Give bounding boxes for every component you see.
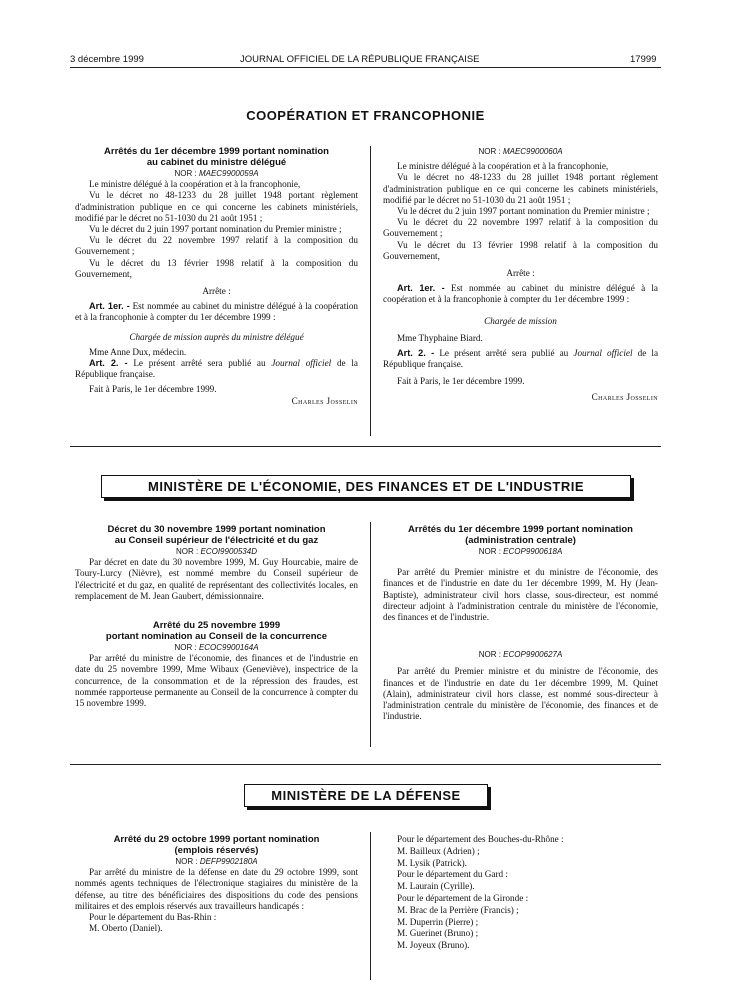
article-label: Art. 2. -: [397, 348, 435, 359]
paragraph: Vu le décret du 13 février 1998 relatif à la composition du Gouvernement,: [383, 239, 658, 261]
nor-code: DEFP9902180A: [199, 857, 258, 866]
role-title: Chargée de mission auprès du ministre délégué: [129, 331, 304, 342]
paragraph: M. Oberto (Daniel).: [89, 923, 163, 934]
arrete-label: Arrête :: [506, 268, 535, 279]
nor-code: MAEC9900060A: [502, 147, 563, 156]
list-item: M. Laurain (Cyrille).: [397, 881, 475, 892]
paragraph: Vu le décret no 48-1233 du 28 juillet 1948 portant règlement d'administration publique en ce qui concerne les cabinets ministériels, modifié par le décret no 51-1030 du 21 août 1951 ;: [75, 190, 358, 223]
paragraph: Vu le décret du 22 novembre 1997 relatif à la composition du Gouvernement ;: [75, 235, 358, 257]
list-item: M. Duperrin (Pierre) ;: [397, 916, 479, 927]
journal-name: Journal officiel: [271, 358, 332, 369]
s2-left-title-3: Arrêté du 25 novembre 1999: [152, 620, 281, 632]
nor-line: [75, 546, 358, 557]
paragraph: Le ministre délégué à la coopération et à la francophonie,: [397, 161, 609, 172]
journal-name: Journal officiel: [573, 348, 633, 359]
section-rule: [70, 446, 661, 447]
paragraph: Vu le décret du 2 juin 1997 portant nomination du Premier ministre ;: [397, 206, 650, 217]
paragraph: Vu le décret du 2 juin 1997 portant nomination du Premier ministre ;: [89, 224, 342, 235]
section-heading-economie: MINISTÈRE DE L'ÉCONOMIE, DES FINANCES ET DE L'INDUSTRIE: [101, 475, 631, 498]
article-label: Art. 1er. -: [397, 283, 445, 294]
s3-left-column: [75, 834, 358, 934]
section-rule: [70, 764, 661, 765]
header-page: 17999: [630, 54, 657, 65]
s3-left-title-2: (emplois réservés): [174, 845, 259, 856]
article-2: [75, 358, 358, 380]
nor-label: NOR :: [175, 857, 198, 866]
nor-line: [75, 168, 358, 179]
paragraph: Pour le département du Bas-Rhin :: [89, 912, 217, 923]
paragraph: Vu le décret du 22 novembre 1997 relatif à la composition du Gouvernement ;: [383, 217, 658, 239]
nor-code: ECOC9900164A: [198, 643, 259, 653]
header-date: 3 décembre 1999: [70, 54, 144, 65]
paragraph: Vu le décret no 48-1233 du 28 juillet 1948 portant règlement d'administration publique en ce qui concerne les cabinets ministériels, modifié par le décret no 51-1030 du 21 août 1951 ;: [383, 172, 658, 205]
nor-code: ECOP9900627A: [503, 650, 563, 660]
article-text: de la République française.: [75, 358, 359, 380]
s3-left-title-1: Arrêté du 29 octobre 1999 portant nomination: [113, 834, 320, 845]
nor-label: NOR :: [478, 547, 501, 556]
s1-left-title-2: au cabinet du ministre délégué: [146, 157, 287, 168]
arrete-label: Arrête :: [202, 286, 231, 297]
article-1: [383, 283, 658, 305]
nor-label: NOR :: [176, 547, 199, 556]
nor-code: ECOI9900534D: [200, 547, 257, 556]
header-rule: [70, 67, 661, 68]
list-item: Pour le département du Gard :: [397, 869, 508, 880]
article-text: Le présent arrêté sera publié au: [439, 348, 569, 359]
s2-left-column: [75, 524, 358, 709]
signature: Charles Josselin: [291, 395, 358, 406]
s2-left-title-1: Décret du 30 novembre 1999 portant nomination: [107, 524, 326, 535]
article-text: Est nommée au cabinet du ministre délégué à la coopération et à la francophonie à compter du 1er décembre 1999 :: [383, 283, 659, 305]
article-text: Est nommée au cabinet du ministre délégué à la coopération et à la francophonie à compter du 1er décembre 1999 :: [75, 301, 359, 323]
column-divider: [370, 832, 371, 980]
list-item: M. Bailleux (Adrien) ;: [397, 845, 480, 856]
nor-code: MAEC9900059A: [198, 169, 259, 178]
list-item: Pour le département de la Gironde :: [397, 892, 529, 903]
nor-code: ECOP9900618A: [503, 547, 563, 556]
s2-left-title-4: portant nomination au Conseil de la concurrence: [105, 631, 328, 643]
column-divider: [370, 522, 371, 747]
list-item: M. Brac de la Perrière (Francis) ;: [397, 904, 519, 915]
list-item: M. Joyeux (Bruno).: [397, 940, 470, 951]
date-line: Fait à Paris, le 1er décembre 1999.: [89, 384, 217, 395]
article-1: [75, 301, 358, 323]
article-text: de la République française.: [383, 348, 659, 370]
paragraph: Vu le décret du 13 février 1998 relatif à la composition du Gouvernement,: [75, 257, 358, 279]
appointee: Mme Thyphaine Biard.: [397, 332, 483, 343]
list-item: M. Lysik (Patrick).: [397, 857, 467, 868]
article-2: [383, 348, 658, 370]
section-heading-cooperation: COOPÉRATION ET FRANCOPHONIE: [246, 108, 485, 123]
nor-label: NOR :: [174, 643, 197, 653]
nor-line: [383, 649, 658, 660]
s1-right-column: [383, 146, 658, 403]
s2-right-title-1: Arrêtés du 1er décembre 1999 portant nomination: [408, 524, 633, 535]
appointee: Mme Anne Dux, médecin.: [89, 346, 187, 357]
s1-left-title-1: Arrêtés du 1er décembre 1999 portant nomination: [104, 146, 329, 157]
s2-left-title-2: au Conseil supérieur de l'électricité et du gaz: [114, 535, 319, 546]
role-title: Chargée de mission: [484, 315, 557, 326]
column-divider: [370, 146, 371, 436]
paragraph: Par arrêté du Premier ministre et du ministre de l'économie, des finances et de l'industrie en date du 1er décembre 1999, M. Hy (Jean-Baptiste), administrateur civil hors classe, sous-directeur, est nommé directeur adjoint à l'administration centrale du ministère de l'économie, des finances et de l'industrie.: [383, 567, 658, 623]
s2-right-title-2: (administration centrale): [465, 535, 576, 546]
nor-label: NOR :: [478, 650, 501, 660]
header-journal: JOURNAL OFFICIEL DE LA RÉPUBLIQUE FRANÇAISE: [240, 54, 480, 65]
nor-line: [383, 146, 658, 157]
paragraph: Par arrêté du ministre de la défense en date du 29 octobre 1999, sont nommés agents techniques de l'électronique stagiaires du ministère de la défense, au titre des bénéficiaires des dispositions du code des pensions militaires et des emplois réservés aux travailleurs handicapés :: [75, 867, 358, 911]
signature: Charles Josselin: [591, 391, 658, 402]
s1-left-column: [75, 146, 358, 407]
paragraph: Par arrêté du Premier ministre et du ministre de l'économie, des finances et de l'industrie en date du 1er décembre 1999, M. Quinet (Alain), administrateur civil hors classe, est nommé sous-directeur à l'administration centrale du ministère de l'économie, des finances et de l'industrie.: [383, 666, 658, 722]
nor-line: [75, 642, 358, 653]
s3-right-column: [383, 834, 658, 952]
nor-label: NOR :: [174, 169, 197, 178]
nor-line: [75, 856, 358, 867]
date-line: Fait à Paris, le 1er décembre 1999.: [397, 376, 525, 387]
article-label: Art. 1er. -: [89, 301, 130, 312]
s2-right-column: [383, 524, 658, 722]
paragraph: Par décret en date du 30 novembre 1999, M. Guy Hourcabie, maire de Toury-Lurcy (Nièvre), est nommé membre du Conseil supérieur de l'électricité et du gaz, en qualité de représentant des collectivités locales, en remplacement de M. Jean Gaubert, démissionnaire.: [75, 557, 358, 601]
section-heading-defense: MINISTÈRE DE LA DÉFENSE: [244, 784, 488, 807]
list-item: M. Guerinet (Bruno) ;: [397, 928, 479, 939]
nor-label: NOR :: [478, 147, 501, 156]
paragraph: Par arrêté du ministre de l'économie, des finances et de l'industrie en date du 25 novembre 1999, Mme Wibaux (Geneviève), inspectrice de la concurrence, de la consommation et de la répression des fraudes, est nommée rapporteuse permanente au Conseil de la concurrence à compter du 15 novembre 1999.: [75, 653, 358, 709]
list-item: Pour le département des Bouches-du-Rhône :: [397, 834, 564, 844]
article-label: Art. 2. -: [89, 358, 128, 369]
article-text: Le présent arrêté sera publié au: [133, 358, 266, 369]
paragraph: Le ministre délégué à la coopération et à la francophonie,: [89, 179, 301, 190]
nor-line: [383, 546, 658, 557]
